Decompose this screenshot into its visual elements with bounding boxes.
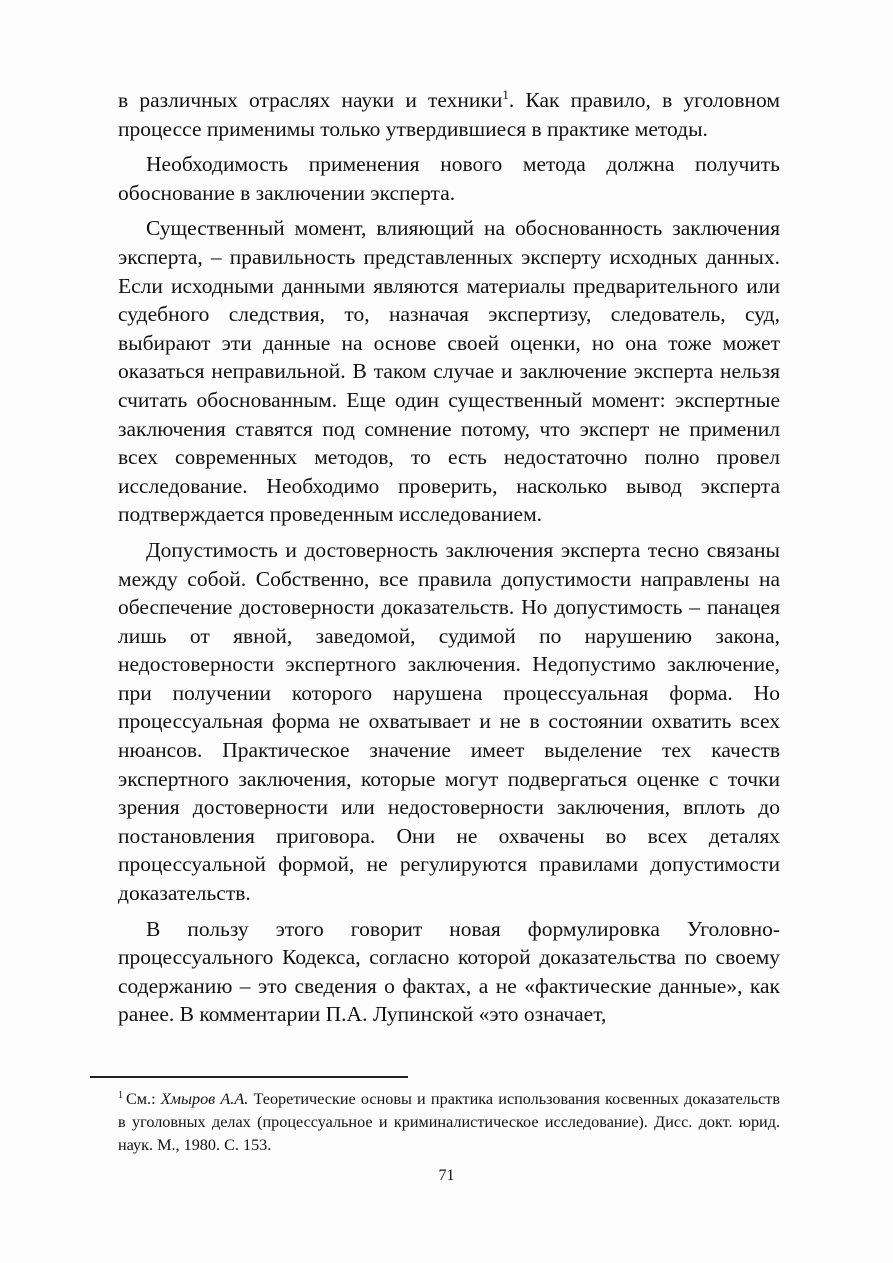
paragraph-5: В пользу этого говорит новая формулировка Уголовно-процессуального Кодекса, согласно которой доказательства по своему содержанию – это сведения о фактах, а не «фактические данные», как ранее. В комментарии П.А. Лупинской «это означает,	[118, 916, 780, 1027]
footnote-reference-mark[interactable]: 1	[502, 86, 509, 102]
footnote	[118, 1088, 780, 1157]
page-number: 71	[438, 1167, 455, 1184]
footnote-prefix: См.:	[126, 1090, 161, 1108]
paragraph-1-text-cont: . Как правило, в уголовном процессе применимы только утвердившиеся в практике методы.	[118, 88, 780, 141]
paragraph-1	[118, 86, 780, 143]
footnote-author: Хмыров А.А.	[160, 1090, 249, 1108]
main-text	[118, 86, 780, 1036]
footnote-text: Теоретические основы и практика использования косвенных доказательств в уголовных делах (процессуальное и криминалистическое исследование). Дисс. докт. юрид. наук. М., 1980. С. 153.	[118, 1090, 780, 1154]
paragraph-4: Допустимость и достоверность заключения эксперта тесно связаны между собой. Собственно, все правила допустимости направлены на обеспечение достоверности доказательств. Но допустимость – панацея лишь от явной, заведомой, судимой по нарушению закона, недостоверности экспертного заключения. Недопустимо заключение, при получении которого нарушена процессуальная форма. Но процессуальная форма не охватывает и не в состоянии охватить всех нюансов. Практическое значение имеет выделение тех качеств экспертного заключения, которые могут подвергаться оценке с точки зрения достоверности или недостоверности заключения, вплоть до постановления приговора. Они не охвачены во всех деталях процессуальной формой, не регулируются правилами допустимости доказательств.	[118, 537, 780, 906]
footnote-divider	[90, 1076, 408, 1078]
paragraph-2: Необходимость применения нового метода должна получить обоснование в заключении эксперта.	[118, 152, 780, 205]
footnote-mark: 1	[118, 1089, 123, 1101]
paragraph-3: Существенный момент, влияющий на обоснованность заключения эксперта, – правильность представленных эксперту исходных данных. Если исходными данными являются материалы предварительного или судебного следствия, то, назначая экспертизу, следователь, суд, выбирают эти данные на основе своей оценки, но она тоже может оказаться неправильной. В таком случае и заключение эксперта нельзя считать обоснованным. Еще один существенный момент: экспертные заключения ставятся под сомнение потому, что эксперт не применил всех современных методов, то есть недостаточно полно провел исследование. Необходимо проверить, насколько вывод эксперта подтверждается проведенным исследованием.	[118, 216, 780, 527]
paragraph-1-text: в различных отраслях науки и техники	[118, 88, 503, 112]
